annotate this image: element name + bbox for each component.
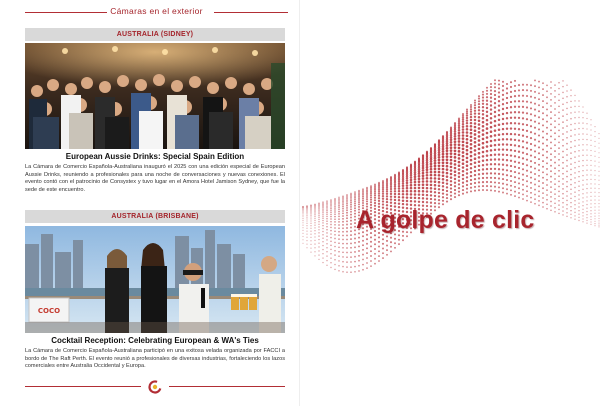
svg-text:COCO: COCO xyxy=(37,307,61,315)
section-title: Cámaras en el exterior xyxy=(110,6,203,16)
page-footer xyxy=(25,380,285,394)
section-header-rule-right xyxy=(214,12,288,13)
right-page xyxy=(300,0,600,406)
region-bar-brisbane: AUSTRALIA (BRISBANE) xyxy=(25,210,285,223)
footer-rule-right xyxy=(169,386,285,387)
chamber-logo-icon xyxy=(148,380,162,394)
event-photo-sydney xyxy=(25,43,285,149)
article-body-sydney: La Cámara de Comercio Española-Australiana inauguró el 2025 con una edición especial de European Aussie Drinks, reuniendo a profesionales para una noche de conversaciones y nuevas conexiones. El evento contó con el patrocinio de Consystex y tuvo lugar en el Amora Hotel Jamison Sydney, que fue la sede de este encuentro. xyxy=(25,164,285,193)
article-body-brisbane: La Cámara de Comercio Española-Australiana participó en una exitosa velada organizada por FACCI a bordo de The Raft Perth. El evento reunió a profesionales de diversas industrias, fortaleciendo los lazos comerciales entre Australia Occidental y Europa. xyxy=(25,348,285,370)
article-title-brisbane: Cocktail Reception: Celebrating European & WA's Ties xyxy=(51,336,259,345)
section-headline: A golpe de clic xyxy=(356,206,535,234)
section-header xyxy=(25,6,288,20)
footer-rule-left xyxy=(25,386,141,387)
region-bar-sydney: AUSTRALIA (SIDNEY) xyxy=(25,28,285,41)
article-title-sydney: European Aussie Drinks: Special Spain Edition xyxy=(65,152,245,161)
event-photo-brisbane xyxy=(25,226,285,333)
dotted-wave-graphic xyxy=(300,0,600,406)
